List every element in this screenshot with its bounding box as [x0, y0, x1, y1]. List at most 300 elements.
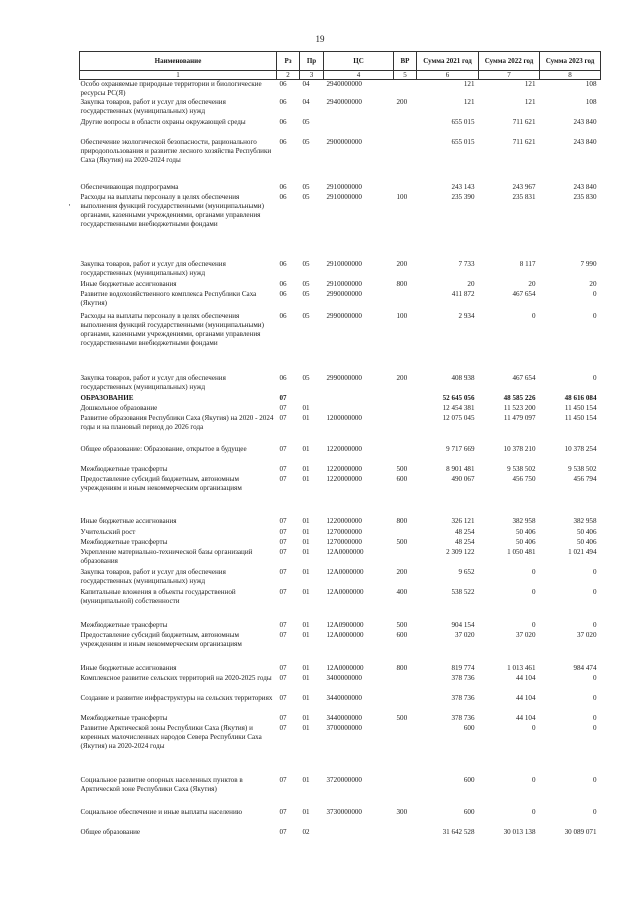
cell-vr: 800: [396, 280, 408, 288]
cell-rz: 07: [279, 621, 287, 629]
header-name: Наименование: [80, 52, 277, 71]
cell-cs: 2940000000: [326, 98, 362, 106]
cell-name: Развитие водохозяйственного комплекса Республики Саха (Якутия): [80, 290, 257, 307]
cell-name: Закупка товаров, работ и услуг для обеспечения государственных (муниципальных) нужд: [80, 98, 226, 115]
cell-rz: 07: [279, 588, 287, 596]
cell-cs: 3440000000: [326, 714, 362, 722]
cell-sum-2021: 9 717 669: [446, 445, 475, 453]
table-row: [80, 776, 601, 808]
cell-sum-2023: 984 474: [573, 664, 597, 672]
table-row: [80, 183, 601, 193]
table-row: [80, 193, 601, 260]
cell-pr: 05: [302, 260, 310, 268]
cell-cs: 3730000000: [326, 808, 362, 816]
table-row: [80, 404, 601, 414]
cell-rz: 07: [279, 724, 287, 732]
cell-pr: 01: [302, 568, 310, 576]
cell-pr: 01: [302, 621, 310, 629]
cell-pr: 01: [302, 588, 310, 596]
cell-sum-2023: 50 406: [576, 538, 597, 546]
cell-rz: 07: [279, 568, 287, 576]
cell-vr: 500: [396, 621, 408, 629]
table-row: [80, 621, 601, 631]
cell-vr: 100: [396, 193, 408, 201]
cell-vr: 200: [396, 98, 408, 106]
cell-sum-2022: 0: [531, 588, 536, 596]
table-row: [80, 674, 601, 694]
cell-cs: [324, 404, 394, 414]
cell-sum-2023: 0: [592, 694, 597, 702]
cell-name: Создание и развитие инфраструктуры на сельских территориях: [80, 694, 273, 702]
cell-name: Укрепление материально-технической базы организаций образования: [80, 548, 253, 565]
cell-pr: 05: [302, 183, 310, 191]
cell-cs: 1270000000: [326, 538, 362, 546]
cell-vr: [394, 118, 417, 138]
cell-vr: 600: [396, 631, 408, 639]
cell-sum-2023: 50 406: [576, 528, 597, 536]
table-row: [80, 631, 601, 664]
cell-pr: 01: [302, 414, 310, 422]
cell-cs: 2990000000: [326, 312, 362, 320]
cell-vr: [394, 183, 417, 193]
cell-name: Дошкольное образование: [80, 404, 158, 412]
cell-rz: 07: [279, 694, 287, 702]
cell-vr: [394, 394, 417, 404]
cell-vr: [394, 445, 417, 465]
cell-sum-2023: 20: [589, 280, 597, 288]
cell-sum-2022: 456 750: [512, 475, 536, 483]
page-number: 19: [315, 34, 325, 44]
cell-name: Развитие Арктической зоны Республики Саха (Якутия) и коренных малочисленных народов Севера Республики Саха (Якутия) на 2020-2024 годы: [80, 724, 262, 750]
cell-vr: [394, 404, 417, 414]
cell-sum-2021: 655 015: [451, 118, 475, 126]
cell-rz: 07: [279, 465, 287, 473]
cell-sum-2021: 235 390: [451, 193, 475, 201]
cell-cs: 12А0000000: [326, 548, 364, 556]
header-sum-2022: Сумма 2022 год: [479, 52, 540, 71]
cell-name: Иные бюджетные ассигнования: [80, 280, 177, 288]
cell-name: Межбюджетные трансферты: [80, 621, 168, 629]
table-row: [80, 260, 601, 280]
cell-sum-2022: 382 958: [512, 517, 536, 525]
column-number: 6: [417, 71, 479, 80]
cell-sum-2023: 243 840: [573, 118, 597, 126]
cell-name: Закупка товаров, работ и услуг для обеспечения государственных (муниципальных) нужд: [80, 568, 226, 585]
cell-sum-2021: 490 067: [451, 475, 475, 483]
table-row: [80, 588, 601, 621]
cell-vr: [394, 828, 417, 838]
column-number: 5: [394, 71, 417, 80]
cell-sum-2023: 243 840: [573, 138, 597, 146]
cell-pr: 04: [302, 98, 310, 106]
cell-cs: 2910000000: [326, 280, 362, 288]
cell-vr: 800: [396, 664, 408, 672]
table-row: [80, 394, 601, 404]
cell-sum-2022: 11 523 200: [503, 404, 536, 412]
cell-rz: 06: [279, 193, 287, 201]
cell-cs: 12А0000000: [326, 631, 364, 639]
cell-sum-2022: 235 831: [512, 193, 536, 201]
column-number: 3: [300, 71, 324, 80]
cell-cs: 1220000000: [326, 475, 362, 483]
cell-cs: 1220000000: [326, 517, 362, 525]
cell-sum-2022: 37 020: [515, 631, 536, 639]
cell-cs: 2910000000: [326, 193, 362, 201]
table-row: [80, 280, 601, 290]
cell-sum-2022: 50 406: [515, 538, 536, 546]
cell-pr: [300, 394, 324, 404]
cell-sum-2023: 0: [592, 724, 597, 732]
cell-rz: 07: [279, 404, 287, 412]
cell-pr: 05: [302, 290, 310, 298]
cell-cs: 2910000000: [326, 183, 362, 191]
cell-rz: 07: [279, 664, 287, 672]
cell-cs: 2940000000: [326, 80, 362, 88]
cell-vr: [394, 724, 417, 776]
cell-sum-2022: 467 654: [512, 374, 536, 382]
cell-sum-2022: 0: [531, 776, 536, 784]
cell-sum-2022: 1 013 461: [507, 664, 536, 672]
cell-name: Иные бюджетные ассигнования: [80, 664, 177, 672]
cell-sum-2023: 9 538 502: [568, 465, 597, 473]
cell-vr: [394, 776, 417, 808]
cell-rz: 06: [279, 118, 287, 126]
table-row: [80, 445, 601, 465]
cell-sum-2023: 48 616 084: [564, 394, 597, 402]
budget-table: [79, 51, 601, 838]
table-row: [80, 374, 601, 394]
cell-pr: 01: [302, 694, 310, 702]
cell-rz: 07: [279, 808, 287, 816]
header-pr: Пр: [300, 52, 324, 71]
cell-cs: 1220000000: [326, 465, 362, 473]
cell-vr: [394, 138, 417, 183]
table-body: [80, 80, 601, 839]
cell-rz: 07: [279, 674, 287, 682]
table-row: [80, 414, 601, 445]
column-number: 2: [277, 71, 300, 80]
cell-sum-2021: 378 736: [451, 674, 475, 682]
cell-sum-2021: 12 075 045: [442, 414, 475, 422]
cell-name: Межбюджетные трансферты: [80, 465, 168, 473]
table-row: [80, 118, 601, 138]
cell-cs: 12А0000000: [326, 568, 364, 576]
cell-rz: 06: [279, 80, 287, 88]
table-row: [80, 714, 601, 724]
cell-pr: 01: [302, 631, 310, 639]
cell-sum-2021: 20: [467, 280, 475, 288]
cell-sum-2021: 8 901 481: [446, 465, 475, 473]
cell-sum-2023: 235 830: [573, 193, 597, 201]
cell-sum-2021: 600: [463, 724, 475, 732]
cell-sum-2022: 0: [531, 621, 536, 629]
cell-sum-2021: 538 522: [451, 588, 475, 596]
cell-name: Социальное обеспечение и иные выплаты населению: [80, 808, 243, 816]
header-rz: Рз: [277, 52, 300, 71]
cell-sum-2021: 31 642 528: [442, 828, 475, 836]
cell-sum-2022: 0: [531, 568, 536, 576]
cell-vr: 600: [396, 475, 408, 483]
cell-pr: 05: [302, 374, 310, 382]
cell-rz: 07: [279, 528, 287, 536]
cell-sum-2021: 12 454 381: [442, 404, 475, 412]
cell-sum-2023: 37 020: [576, 631, 597, 639]
cell-sum-2023: 0: [592, 714, 597, 722]
table-row: [80, 528, 601, 538]
cell-name: Межбюджетные трансферты: [80, 538, 168, 546]
cell-pr: 01: [302, 808, 310, 816]
cell-sum-2021: 121: [463, 98, 475, 106]
column-number: 4: [324, 71, 394, 80]
cell-cs: 1270000000: [326, 528, 362, 536]
cell-pr: 01: [302, 674, 310, 682]
cell-sum-2023: 0: [592, 290, 597, 298]
cell-sum-2023: 382 958: [573, 517, 597, 525]
cell-name: Межбюджетные трансферты: [80, 714, 168, 722]
cell-cs: 2910000000: [326, 260, 362, 268]
cell-sum-2022: 243 967: [512, 183, 536, 191]
cell-sum-2022: 121: [524, 80, 536, 88]
cell-name: Развитие образования Республики Саха (Якутия) на 2020 - 2024 годы и на плановый период до 2026 года: [80, 414, 274, 431]
cell-cs: [324, 118, 394, 138]
cell-sum-2021: 655 015: [451, 138, 475, 146]
cell-sum-2021: 904 154: [451, 621, 475, 629]
cell-cs: 2990000000: [326, 374, 362, 382]
cell-cs: 3440000000: [326, 694, 362, 702]
cell-vr: 500: [396, 714, 408, 722]
cell-sum-2023: 0: [592, 588, 597, 596]
cell-pr: 01: [302, 538, 310, 546]
cell-name: Общее образование: [80, 828, 141, 836]
cell-sum-2022: 711 621: [512, 118, 536, 126]
cell-pr: 04: [302, 80, 310, 88]
cell-sum-2021: 48 254: [454, 528, 475, 536]
cell-sum-2022: 1 050 481: [507, 548, 536, 556]
cell-sum-2022: 20: [528, 280, 536, 288]
cell-pr: 02: [302, 828, 310, 836]
cell-pr: 01: [302, 724, 310, 732]
cell-sum-2023: 11 450 154: [564, 404, 597, 412]
cell-pr: 01: [302, 528, 310, 536]
cell-sum-2021: 600: [463, 808, 475, 816]
cell-sum-2021: 326 121: [451, 517, 475, 525]
cell-pr: 01: [302, 475, 310, 483]
cell-rz: 07: [279, 414, 287, 422]
cell-sum-2021: 121: [463, 80, 475, 88]
cell-name: Социальное развитие опорных населенных пунктов в Арктической зоне Республики Саха (Якутия): [80, 776, 243, 793]
cell-sum-2023: 243 840: [573, 183, 597, 191]
cell-name: Расходы на выплаты персоналу в целях обеспечения выполнения функций государственными (муниципальными) органами, казенными учреждениями, органами управления государственными внебюджетными фондами: [80, 312, 264, 347]
cell-vr: 500: [396, 465, 408, 473]
cell-sum-2023: 1 021 494: [568, 548, 597, 556]
cell-pr: 01: [302, 404, 310, 412]
table-row: [80, 538, 601, 548]
cell-vr: [394, 528, 417, 538]
cell-vr: 200: [396, 374, 408, 382]
cell-name: Обеспечивающая подпрограмма: [80, 183, 179, 191]
table-row: [80, 808, 601, 828]
cell-sum-2021: 52 645 056: [442, 394, 475, 402]
cell-rz: 07: [279, 631, 287, 639]
cell-rz: 07: [279, 828, 287, 836]
cell-sum-2023: 0: [592, 808, 597, 816]
cell-cs: 12А0000000: [326, 588, 364, 596]
column-number: 1: [80, 71, 277, 80]
cell-name: Другие вопросы в области охраны окружающей среды: [80, 118, 246, 126]
cell-cs: 3720000000: [326, 776, 362, 784]
cell-sum-2021: 48 254: [454, 538, 475, 546]
cell-pr: 05: [302, 280, 310, 288]
cell-vr: [394, 674, 417, 694]
cell-pr: 01: [302, 465, 310, 473]
margin-mark: ·: [68, 200, 71, 210]
table-row: [80, 312, 601, 374]
cell-sum-2023: 0: [592, 312, 597, 320]
cell-name: Общее образование: Образование, открытое в будущее: [80, 445, 247, 453]
table-row: [80, 80, 601, 99]
table-row: [80, 290, 601, 312]
header-row: [80, 52, 601, 71]
cell-rz: 07: [279, 394, 287, 402]
cell-sum-2022: 44 104: [515, 674, 536, 682]
cell-pr: 05: [302, 118, 310, 126]
table-row: [80, 517, 601, 528]
cell-sum-2022: 44 104: [515, 694, 536, 702]
cell-sum-2023: 0: [592, 568, 597, 576]
cell-rz: 06: [279, 312, 287, 320]
cell-vr: 200: [396, 568, 408, 576]
cell-vr: 400: [396, 588, 408, 596]
cell-rz: 06: [279, 260, 287, 268]
cell-sum-2022: 30 013 138: [503, 828, 536, 836]
cell-name: Капитальные вложения в объекты государственной (муниципальной) собственности: [80, 588, 236, 605]
cell-pr: 01: [302, 664, 310, 672]
cell-sum-2021: 600: [463, 776, 475, 784]
cell-name: Предоставление субсидий бюджетным, автономным учреждениям и иным некоммерческим организациям: [80, 631, 242, 648]
cell-name: Особо охраняемые природные территории и биологические ресурсы РС(Я): [80, 80, 262, 97]
cell-rz: 07: [279, 445, 287, 453]
cell-cs: [324, 394, 394, 404]
cell-name: Комплексное развитие сельских территорий на 2020-2025 годы: [80, 674, 272, 682]
cell-rz: 07: [279, 517, 287, 525]
cell-vr: [394, 290, 417, 312]
cell-rz: 07: [279, 714, 287, 722]
cell-name: Закупка товаров, работ и услуг для обеспечения государственных (муниципальных) нужд: [80, 260, 226, 277]
cell-sum-2023: 0: [592, 674, 597, 682]
cell-sum-2023: 0: [592, 621, 597, 629]
cell-sum-2021: 411 872: [451, 290, 475, 298]
cell-vr: 100: [396, 312, 408, 320]
cell-pr: 01: [302, 445, 310, 453]
cell-name: Обеспечение экологической безопасности, рационального природопользования и развитие лесного хозяйства Республики Саха (Якутия) на 2020-2024 годы: [80, 138, 272, 164]
cell-rz: 06: [279, 374, 287, 382]
cell-name: Предоставление субсидий бюджетным, автономным учреждениям и иным некоммерческим организациям: [80, 475, 242, 492]
cell-sum-2023: 11 450 154: [564, 414, 597, 422]
cell-cs: 3700000000: [326, 724, 362, 732]
cell-rz: 06: [279, 183, 287, 191]
cell-vr: 300: [396, 808, 408, 816]
table-row: [80, 568, 601, 588]
cell-sum-2022: 9 538 502: [507, 465, 536, 473]
cell-vr: [394, 80, 417, 99]
cell-cs: 1220000000: [326, 445, 362, 453]
cell-sum-2021: 2 309 122: [446, 548, 475, 556]
cell-sum-2021: 378 736: [451, 694, 475, 702]
table-row: [80, 828, 601, 838]
table-row: [80, 98, 601, 118]
column-number: 8: [540, 71, 601, 80]
table-row: [80, 724, 601, 776]
table-row: [80, 694, 601, 714]
cell-sum-2021: 408 938: [451, 374, 475, 382]
cell-cs: 12А0000000: [326, 664, 364, 672]
cell-pr: 01: [302, 714, 310, 722]
cell-sum-2022: 44 104: [515, 714, 536, 722]
cell-sum-2022: 0: [531, 808, 536, 816]
header-vr: ВР: [394, 52, 417, 71]
cell-sum-2023: 30 089 071: [564, 828, 597, 836]
header-cs: ЦС: [324, 52, 394, 71]
cell-rz: 07: [279, 776, 287, 784]
cell-cs: 2900000000: [326, 138, 362, 146]
cell-name: ОБРАЗОВАНИЕ: [80, 394, 134, 402]
cell-sum-2021: 819 774: [451, 664, 475, 672]
cell-name: Учительский рост: [80, 528, 136, 536]
cell-sum-2022: 8 117: [519, 260, 536, 268]
cell-vr: [394, 414, 417, 445]
cell-rz: 07: [279, 548, 287, 556]
cell-sum-2023: 108: [585, 98, 597, 106]
cell-sum-2021: 9 652: [458, 568, 475, 576]
column-number: 7: [479, 71, 540, 80]
cell-sum-2021: 243 143: [451, 183, 475, 191]
cell-sum-2021: 37 020: [454, 631, 475, 639]
cell-vr: [394, 548, 417, 568]
cell-vr: [394, 694, 417, 714]
cell-sum-2022: 121: [524, 98, 536, 106]
cell-cs: 2990000000: [326, 290, 362, 298]
cell-sum-2023: 108: [585, 80, 597, 88]
cell-rz: 07: [279, 538, 287, 546]
cell-cs: [324, 828, 394, 838]
cell-vr: 500: [396, 538, 408, 546]
cell-rz: 06: [279, 290, 287, 298]
cell-sum-2023: 10 378 254: [564, 445, 597, 453]
table-row: [80, 138, 601, 183]
cell-vr: 200: [396, 260, 408, 268]
cell-pr: 01: [302, 517, 310, 525]
cell-rz: 07: [279, 475, 287, 483]
table-row: [80, 664, 601, 674]
cell-cs: 3400000000: [326, 674, 362, 682]
cell-pr: 01: [302, 776, 310, 784]
cell-sum-2023: 0: [592, 374, 597, 382]
cell-sum-2023: 456 794: [573, 475, 597, 483]
table-row: [80, 475, 601, 517]
cell-pr: 05: [302, 193, 310, 201]
cell-pr: 05: [302, 312, 310, 320]
cell-rz: 06: [279, 98, 287, 106]
cell-sum-2022: 48 585 226: [503, 394, 536, 402]
table-row: [80, 548, 601, 568]
cell-sum-2023: 7 990: [580, 260, 597, 268]
cell-sum-2022: 10 378 210: [503, 445, 536, 453]
cell-sum-2021: 7 733: [458, 260, 475, 268]
cell-cs: 1200000000: [326, 414, 362, 422]
cell-sum-2022: 467 654: [512, 290, 536, 298]
cell-rz: 06: [279, 138, 287, 146]
cell-pr: 05: [302, 138, 310, 146]
